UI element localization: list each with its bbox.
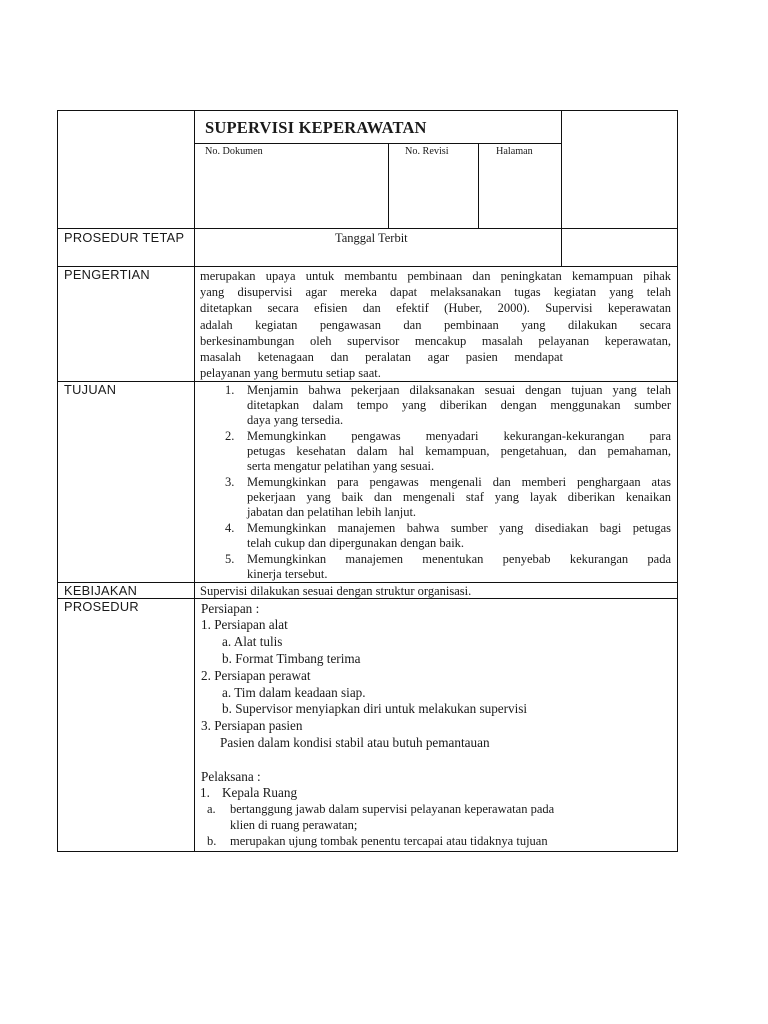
- persiapan-alat: 1. Persiapan alat: [201, 617, 288, 632]
- no-revisi-divider: [388, 143, 389, 229]
- persiapan-pasien: 3. Persiapan pasien: [201, 718, 303, 733]
- kepala-ruang-number: 1.: [200, 785, 210, 800]
- pengertian-line: ditetapkan secara efisien dan efektif (Huber, 2000). Supervisi keperawatan: [200, 301, 671, 315]
- tujuan-item-line: Memungkinkan manajemen bahwa sumber yang disediakan bagi petugas: [247, 521, 671, 535]
- prosedur-tetap-label: PROSEDUR TETAP: [64, 230, 185, 245]
- persiapan-title: Persiapan :: [201, 601, 260, 616]
- no-dokumen-label: No. Dokumen: [205, 146, 263, 157]
- tanggal-terbit-label: Tanggal Terbit: [335, 231, 408, 245]
- table-border-top: [57, 110, 678, 111]
- tujuan-item-line: Memungkinkan para pengawas mengenali dan memberi penghargaan atas: [247, 475, 671, 489]
- pelaksana-title: Pelaksana :: [201, 769, 261, 784]
- pengertian-line: berkesinambungan oleh supervisor mencakup masalah pelayanan keperawatan,: [200, 334, 671, 348]
- row-line-pengertian: [57, 266, 678, 267]
- kebijakan-text: Supervisi dilakukan sesuai dengan struktur organisasi.: [200, 584, 472, 598]
- tujuan-label: TUJUAN: [64, 382, 117, 397]
- halaman-label: Halaman: [496, 146, 533, 157]
- persiapan-perawat-b: b. Supervisor menyiapkan diri untuk melakukan supervisi: [222, 701, 528, 716]
- pelaksana-a-line: klien di ruang perawatan;: [230, 818, 358, 832]
- persiapan-pasien-text: Pasien dalam kondisi stabil atau butuh pemantauan: [220, 735, 490, 750]
- prosedur-label: PROSEDUR: [64, 599, 139, 614]
- tujuan-item-number: 2.: [225, 429, 235, 443]
- pengertian-line: pelayanan yang bermutu setiap saat.: [200, 366, 381, 380]
- tujuan-item-line: ditetapkan dalam tempo yang diberikan dengan menggunakan sumber: [247, 398, 671, 412]
- persiapan-alat-a: a. Alat tulis: [222, 634, 283, 649]
- tujuan-item-line: Memungkinkan pengawas menyadari kekurangan-kekurangan para: [247, 429, 671, 443]
- tujuan-item-line: telah cukup dan dipergunakan dengan baik.: [247, 536, 465, 550]
- tujuan-item-line: Menjamin bahwa pekerjaan dilaksanakan sesuai dengan tujuan yang telah: [247, 383, 671, 397]
- persiapan-perawat-a: a. Tim dalam keadaan siap.: [222, 685, 366, 700]
- tujuan-item-line: kinerja tersebut.: [247, 567, 328, 581]
- table-border-right: [677, 110, 678, 852]
- tujuan-item-number: 1.: [225, 383, 235, 397]
- pengertian-line: merupakan upaya untuk membantu pembinaan dan peningkatan kemampuan pihak: [200, 269, 671, 283]
- pengertian-label: PENGERTIAN: [64, 267, 150, 282]
- tujuan-item-line: Memungkinkan manajemen menentukan penyebab kekurangan pada: [247, 552, 671, 566]
- document-title: SUPERVISI KEPERAWATAN: [205, 118, 427, 137]
- tujuan-item-line: petugas kesehatan dalam hal kemampuan, pengetahuan, dan pemahaman,: [247, 444, 671, 458]
- pelaksana-b-letter: b.: [207, 834, 217, 848]
- tujuan-item-line: daya yang tersedia.: [247, 413, 344, 427]
- tujuan-item-number: 5.: [225, 552, 235, 566]
- tujuan-item-number: 4.: [225, 521, 235, 535]
- persiapan-alat-b: b. Format Timbang terima: [222, 651, 361, 666]
- no-revisi-label: No. Revisi: [405, 146, 449, 157]
- row-line-tujuan: [57, 381, 678, 382]
- label-column-divider: [194, 110, 195, 852]
- pelaksana-a-letter: a.: [207, 802, 216, 816]
- header-right-column-divider: [561, 110, 562, 267]
- table-border-bottom: [57, 851, 678, 852]
- tujuan-item-line: serta mengatur pelatihan yang sesuai.: [247, 459, 435, 473]
- pengertian-line: yang disupervisi agar mereka dapat melaksanakan tugas kegiatan yang telah: [200, 285, 671, 299]
- row-line-prosedur: [57, 598, 678, 599]
- row-line-kebijakan: [57, 582, 678, 583]
- pengertian-line: masalah ketenagaan dan peralatan agar pasien mendapat: [200, 350, 563, 364]
- tujuan-item-number: 3.: [225, 475, 235, 489]
- table-border-left: [57, 110, 58, 852]
- kepala-ruang: Kepala Ruang: [222, 785, 298, 800]
- tujuan-item-line: pekerjaan yang baik dan mengenali staf yang layak diberikan kenaikan: [247, 490, 671, 504]
- pelaksana-a-line: bertanggung jawab dalam supervisi pelayanan keperawatan pada: [230, 802, 555, 816]
- persiapan-perawat: 2. Persiapan perawat: [201, 668, 311, 683]
- halaman-divider: [478, 143, 479, 229]
- row-line-prosedur-tetap: [57, 228, 678, 229]
- pengertian-line: adalah kegiatan pengawasan dan pembinaan yang dilakukan secara: [200, 318, 671, 332]
- tujuan-item-line: jabatan dan pelatihan lebih lanjut.: [247, 505, 417, 519]
- header-subrow-line: [194, 143, 561, 144]
- pelaksana-b-line: merupakan ujung tombak penentu tercapai atau tidaknya tujuan: [230, 834, 548, 848]
- kebijakan-label: KEBIJAKAN: [64, 583, 138, 598]
